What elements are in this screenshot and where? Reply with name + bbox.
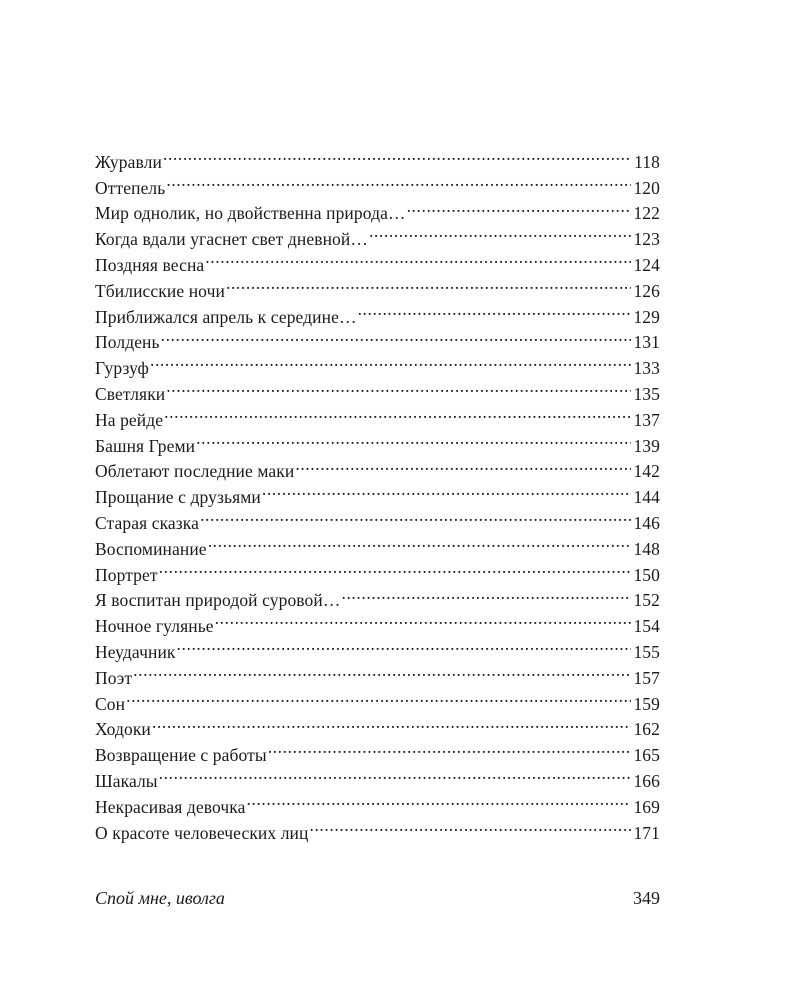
toc-dot-leader bbox=[369, 219, 631, 245]
toc-dot-leader bbox=[295, 452, 631, 478]
toc-entry-title: Ночное гулянье bbox=[95, 616, 214, 637]
toc-entry-page: 171 bbox=[633, 822, 660, 843]
toc-entry-page: 129 bbox=[633, 306, 660, 327]
toc-dot-leader bbox=[205, 245, 631, 271]
toc-entry-page: 139 bbox=[633, 435, 660, 456]
toc-dot-leader bbox=[208, 529, 631, 555]
toc-entry-page: 120 bbox=[633, 177, 660, 198]
toc-entry bbox=[95, 323, 660, 353]
toc-entry-title: Приближался апрель к середине… bbox=[95, 306, 357, 327]
toc-dot-leader bbox=[150, 348, 631, 374]
toc-entry-title: Сон bbox=[95, 693, 126, 714]
toc-entry-page: 169 bbox=[633, 796, 660, 817]
toc-dot-leader bbox=[268, 735, 631, 761]
toc-entry-page: 166 bbox=[633, 770, 660, 791]
toc-entry-title: Некрасивая девочка bbox=[95, 796, 246, 817]
toc-entry bbox=[95, 194, 660, 224]
toc-entry-title: Портрет bbox=[95, 564, 158, 585]
toc-dot-leader bbox=[226, 271, 631, 297]
toc-dot-leader bbox=[159, 761, 631, 787]
toc-entry-page: 154 bbox=[633, 616, 660, 637]
toc-entry-title: Башня Греми bbox=[95, 435, 196, 456]
toc-dot-leader bbox=[341, 581, 631, 607]
toc-entry-page: 162 bbox=[633, 719, 660, 740]
running-title: Спой мне, иволга bbox=[95, 888, 225, 908]
toc-dot-leader bbox=[152, 710, 631, 736]
toc-dot-leader bbox=[309, 813, 631, 839]
toc-entry-page: 144 bbox=[633, 487, 660, 508]
toc-entry-page: 118 bbox=[634, 151, 660, 172]
toc-dot-leader bbox=[407, 194, 631, 220]
toc-entry bbox=[95, 632, 660, 662]
toc-entry-page: 135 bbox=[633, 383, 660, 404]
toc-dot-leader bbox=[177, 632, 631, 658]
toc-entry-page: 126 bbox=[633, 280, 660, 301]
toc-dot-leader bbox=[163, 142, 631, 168]
toc-entry-title: Поздняя весна bbox=[95, 254, 205, 275]
toc-dot-leader bbox=[133, 658, 631, 684]
toc-dot-leader bbox=[215, 606, 631, 632]
toc-entry-title: Ходоки bbox=[95, 719, 151, 740]
toc-entry bbox=[95, 658, 660, 688]
toc-entry-title: Возвращение с работы bbox=[95, 745, 267, 766]
toc-entry bbox=[95, 168, 660, 198]
toc-dot-leader bbox=[247, 787, 632, 813]
toc-entry bbox=[95, 426, 660, 456]
toc-dot-leader bbox=[200, 503, 631, 529]
toc-entry-title: На рейде bbox=[95, 409, 164, 430]
toc-dot-leader bbox=[196, 426, 631, 452]
toc-dot-leader bbox=[164, 400, 631, 426]
toc-entry-page: 159 bbox=[633, 693, 660, 714]
toc-entry bbox=[95, 710, 660, 740]
toc-entry bbox=[95, 684, 660, 714]
toc-entry-page: 131 bbox=[633, 332, 660, 353]
toc-entry-page: 122 bbox=[633, 203, 660, 224]
toc-entry-title: Облетают последние маки bbox=[95, 461, 295, 482]
toc-entry-page: 157 bbox=[633, 667, 660, 688]
toc-entry-title: Оттепель bbox=[95, 177, 166, 198]
toc-entry-page: 165 bbox=[633, 745, 660, 766]
toc-entry-title: Воспоминание bbox=[95, 538, 207, 559]
toc-entry bbox=[95, 735, 660, 766]
toc-entry-page: 123 bbox=[633, 229, 660, 250]
toc-entry-title: Светляки bbox=[95, 383, 166, 404]
toc-entry bbox=[95, 374, 660, 404]
table-of-contents bbox=[95, 142, 660, 843]
toc-dot-leader bbox=[161, 323, 631, 349]
toc-entry-page: 152 bbox=[633, 590, 660, 611]
toc-entry-title: Мир однолик, но двойственна природа… bbox=[95, 203, 406, 224]
toc-entry-page: 148 bbox=[633, 538, 660, 559]
page-footer bbox=[95, 888, 660, 909]
toc-entry-title: Я воспитан природой суровой… bbox=[95, 590, 341, 611]
page-number: 349 bbox=[633, 888, 660, 908]
toc-entry-title: Гурзуф bbox=[95, 358, 149, 379]
toc-entry-title: О красоте человеческих лиц bbox=[95, 822, 309, 843]
toc-dot-leader bbox=[159, 555, 631, 581]
toc-entry bbox=[95, 581, 660, 611]
toc-entry-page: 142 bbox=[633, 461, 660, 482]
toc-entry-title: Полдень bbox=[95, 332, 160, 353]
toc-entry bbox=[95, 142, 660, 172]
toc-entry-page: 150 bbox=[633, 564, 660, 585]
toc-entry-page: 146 bbox=[633, 512, 660, 533]
toc-entry-page: 133 bbox=[633, 358, 660, 379]
toc-entry bbox=[95, 787, 660, 817]
toc-entry bbox=[95, 761, 660, 791]
toc-entry-title: Неудачник bbox=[95, 641, 176, 662]
toc-entry-title: Когда вдали угаснет свет дневной… bbox=[95, 229, 368, 250]
toc-entry-title: Шакалы bbox=[95, 770, 158, 791]
toc-dot-leader bbox=[166, 374, 631, 400]
toc-dot-leader bbox=[262, 477, 631, 503]
toc-entry-title: Прощание с друзьями bbox=[95, 487, 261, 508]
toc-entry-title: Журавли bbox=[95, 151, 162, 172]
toc-entry-page: 137 bbox=[633, 409, 660, 430]
toc-entry-title: Поэт bbox=[95, 667, 133, 688]
toc-entry-page: 124 bbox=[633, 254, 660, 275]
toc-entry-title: Старая сказка bbox=[95, 512, 200, 533]
toc-dot-leader bbox=[166, 168, 631, 194]
toc-entry bbox=[95, 400, 660, 430]
toc-dot-leader bbox=[358, 297, 631, 323]
toc-dot-leader bbox=[126, 684, 631, 710]
toc-entry-page: 155 bbox=[633, 641, 660, 662]
toc-entry-title: Тбилисские ночи bbox=[95, 280, 225, 301]
toc-entry bbox=[95, 555, 660, 585]
toc-entry bbox=[95, 348, 660, 379]
